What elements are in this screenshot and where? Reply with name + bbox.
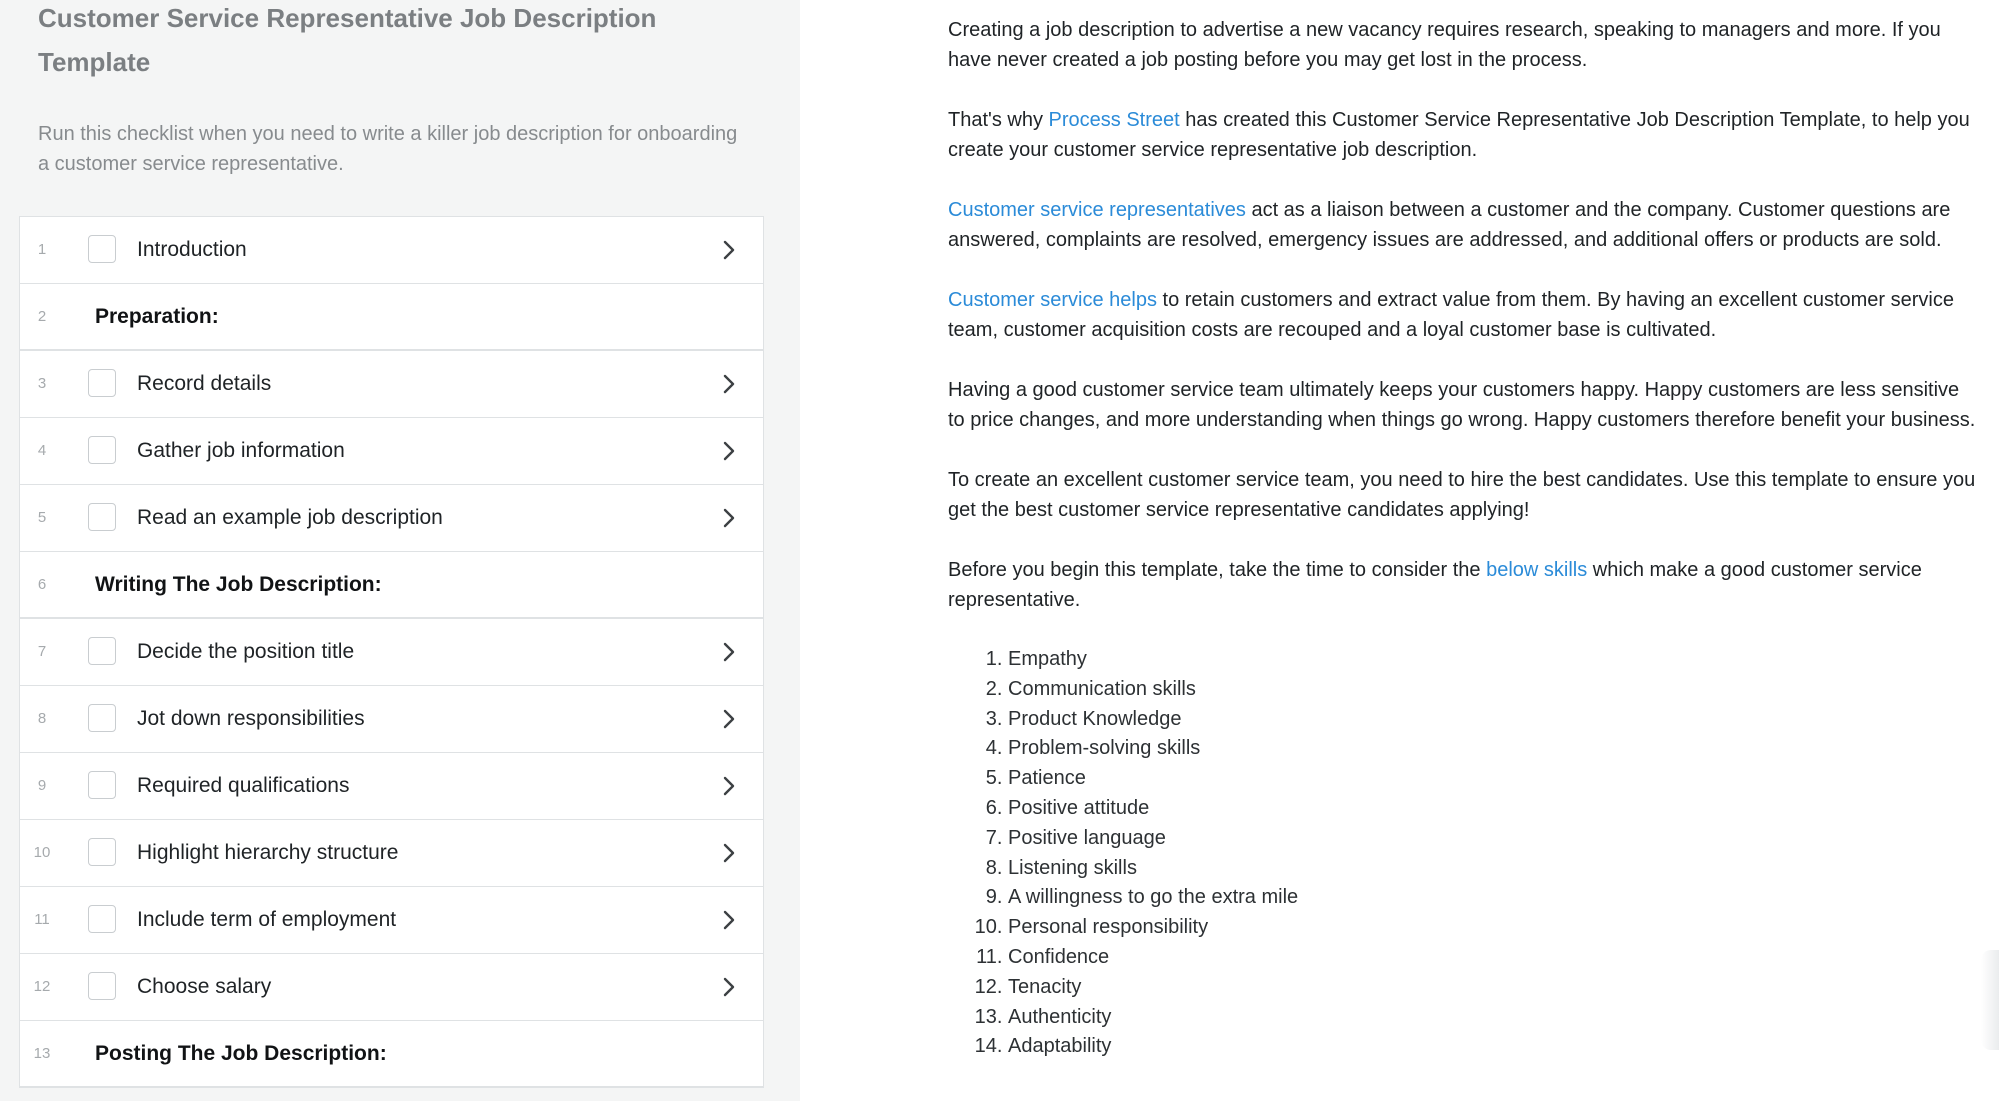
task-label: Include term of employment [137,908,397,931]
task-section-heading [20,552,763,619]
chevron-right-icon[interactable] [717,841,741,865]
task-number: 5 [37,509,47,526]
process-street-link[interactable]: Process Street [1048,109,1180,131]
skill-item: 10. Personal responsibility [1008,913,1978,943]
skill-item: 11. Confidence [1008,943,1978,973]
task-label: Record details [137,372,272,395]
task-number: 12 [33,978,51,995]
task-checkbox[interactable] [88,905,116,933]
task-number: 7 [37,643,47,660]
paragraph-text: which make a good customer service representative. [948,559,1922,611]
task-row[interactable] [20,954,763,1021]
task-number: 2 [37,308,47,325]
task-checkbox[interactable] [88,369,116,397]
checklist-description: Run this checklist when you need to write a killer job description for onboarding a customer service representative. [38,123,738,175]
skill-item: 14. Adaptability [1008,1032,1978,1062]
task-label: Introduction [137,238,247,261]
scroll-edge-shadow [1981,950,1999,1050]
task-label: Gather job information [137,439,345,462]
representatives-paragraph [948,195,1978,255]
task-number: 1 [37,241,47,258]
happy-customers-paragraph: Having a good customer service team ultimately keeps your customers happy. Happy customers are less sensitive to price changes, and more understanding when things go wrong. Happy customers therefore benefit your business. [948,379,1976,431]
task-number: 3 [37,375,47,392]
chevron-right-icon[interactable] [717,707,741,731]
customer-service-representatives-link[interactable]: Customer service representatives [948,199,1246,221]
skill-item: 3. Product Knowledge [1008,705,1978,735]
task-checkbox[interactable] [88,637,116,665]
task-label: Writing The Job Description: [95,573,382,596]
skill-item: 7. Positive language [1008,824,1978,854]
process-street-paragraph [948,105,1978,165]
chevron-right-icon[interactable] [717,238,741,262]
task-label: Decide the position title [137,640,355,663]
task-checkbox[interactable] [88,436,116,464]
task-list [19,216,764,1088]
task-row[interactable] [20,887,763,954]
skill-item: 5. Patience [1008,764,1978,794]
customer-service-helps-link[interactable]: Customer service helps [948,289,1157,311]
skill-item: 8. Listening skills [1008,854,1978,884]
chevron-right-icon[interactable] [717,439,741,463]
task-checkbox[interactable] [88,771,116,799]
paragraph-text: Before you begin this template, take the time to consider the [948,559,1487,581]
task-number: 10 [33,844,51,861]
description-content [948,0,1978,1101]
task-number: 11 [34,911,50,928]
task-section-heading [20,1021,763,1088]
skill-item: 4. Problem-solving skills [1008,734,1978,764]
skill-item: 1. Empathy [1008,645,1978,675]
paragraph-text: That's why [948,109,1049,131]
chevron-right-icon[interactable] [717,506,741,530]
chevron-right-icon[interactable] [717,774,741,798]
paragraph-text: has created this Customer Service Representative Job Description Template, to help you create your customer service representative job description. [948,109,1970,161]
chevron-right-icon[interactable] [717,908,741,932]
task-number: 6 [37,576,47,593]
skill-item: 9. A willingness to go the extra mile [1008,883,1978,913]
intro-paragraph: Creating a job description to advertise a new vacancy requires research, speaking to managers and more. If you have never created a job posting before you may get lost in the process. [948,19,1941,71]
task-section-heading [20,284,763,351]
customer-service-paragraph [948,285,1978,345]
task-checkbox[interactable] [88,704,116,732]
chevron-right-icon[interactable] [717,975,741,999]
task-label: Preparation: [95,305,219,328]
skill-item: 6. Positive attitude [1008,794,1978,824]
paragraph-text: act as a liaison between a customer and the company. Customer questions are answered, complaints are resolved, emergency issues are addressed, and additional offers or products are sold. [948,199,1951,251]
task-row[interactable] [20,686,763,753]
checklist-sidebar [0,0,800,1101]
task-row[interactable] [20,619,763,686]
skill-item: 12. Tenacity [1008,973,1978,1003]
checklist-title: Customer Service Representative Job Description Template [38,3,657,77]
task-label: Read an example job description [137,506,443,529]
below-skills-link[interactable]: below skills [1486,559,1588,581]
task-checkbox[interactable] [88,503,116,531]
task-number: 8 [37,710,47,727]
task-label: Jot down responsibilities [137,707,365,730]
task-number: 13 [33,1045,51,1062]
skills-list [948,645,1978,1062]
task-row[interactable] [20,820,763,887]
task-number: 9 [37,777,47,794]
task-label: Highlight hierarchy structure [137,841,399,864]
task-row[interactable] [20,485,763,552]
chevron-right-icon[interactable] [717,372,741,396]
hire-candidates-paragraph: To create an excellent customer service team, you need to hire the best candidates. Use this template to ensure you get the best customer service representative candidates applying! [948,469,1976,521]
task-row[interactable] [20,753,763,820]
chevron-right-icon[interactable] [717,640,741,664]
task-checkbox[interactable] [88,235,116,263]
task-checkbox[interactable] [88,838,116,866]
task-label: Required qualifications [137,774,350,797]
skills-intro-paragraph [948,555,1978,615]
task-label: Posting The Job Description: [95,1042,387,1065]
task-row[interactable] [20,351,763,418]
paragraph-text: to retain customers and extract value from them. By having an excellent customer service team, customer acquisition costs are recouped and a loyal customer base is cultivated. [948,289,1954,341]
skill-item: 13. Authenticity [1008,1003,1978,1033]
task-checkbox[interactable] [88,972,116,1000]
skill-item: 2. Communication skills [1008,675,1978,705]
task-label: Choose salary [137,975,272,998]
task-row[interactable] [20,418,763,485]
task-number: 4 [37,442,47,459]
task-row[interactable] [20,217,763,284]
